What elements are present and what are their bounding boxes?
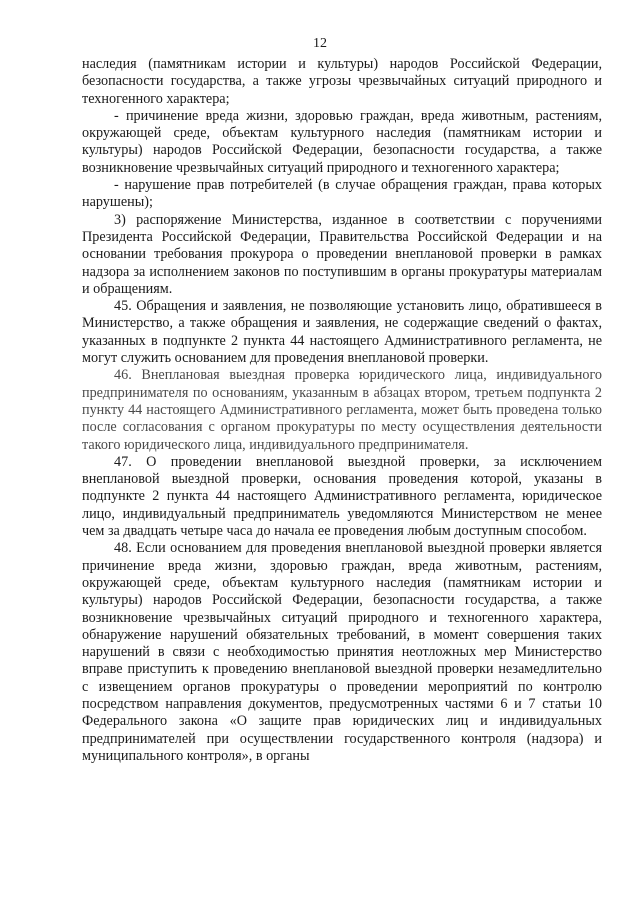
clause-45: 45. Обращения и заявления, не позволяющие установить лицо, обратившееся в Министерство, а также обращения и заявления, не содержащие сведений о фактах, указанных в подпункте 2 пункта 44 настоящего Административного регламента, не могут служить основанием для проведения внеплановой проверки. <box>82 298 602 367</box>
paragraph-continuation: наследия (памятникам истории и культуры) народов Российской Федерации, безопасности государства, а также угрозы чрезвычайных ситуаций природного и техногенного характера; <box>82 56 602 107</box>
clause-46: 46. Внеплановая выездная проверка юридического лица, индивидуального предпринимателя по основаниям, указанным в абзацах втором, третьем подпункта 2 пункту 44 настоящего Административного регламента, может быть проведена только после согласования с органом прокуратуры по месту осуществления деятельности такого юридического лица, индивидуального предпринимателя. <box>82 367 602 453</box>
list-item-harm: - причинение вреда жизни, здоровью граждан, вреда животным, растениям, окружающей среде, объектам культурного наследия (памятникам истории и культуры) народов Российской Федерации, безопасности государства, а также возникновение чрезвычайных ситуаций природного и техногенного характера; <box>82 107 602 176</box>
page-number: 12 <box>313 36 327 51</box>
subclause-3: 3) распоряжение Министерства, изданное в соответствии с поручениями Президента Российской Федерации, Правительства Российской Федерации и на основании требования прокурора о проведении внеплановой проверки в рамках надзора за исполнением законов по поступившим в органы прокуратуры материалам и обращениям. <box>82 211 602 297</box>
clause-47: 47. О проведении внеплановой выездной проверки, за исключением внеплановой выездной проверки, основания проведения которой, указаны в подпункте 2 пункта 44 настоящего Административного регламента, юридическое лицо, индивидуальный предприниматель уведомляются Министерством не менее чем за двадцать четыре часа до начала ее проведения любым доступным способом. <box>82 453 602 540</box>
document-body <box>82 56 602 765</box>
list-item-consumer-rights: - нарушение прав потребителей (в случае обращения граждан, права которых нарушены); <box>82 177 602 211</box>
clause-48: 48. Если основанием для проведения внеплановой выездной проверки является причинение вреда жизни, здоровью граждан, вреда животным, растениям, окружающей среде, объектам культурного наследия (памятникам истории и культуры) народов Российской Федерации, безопасности государства, а также возникновение чрезвычайных ситуаций природного и техногенного характера, обнаружение нарушений обязательных требований, в момент совершения таких нарушений в связи с необходимостью принятия неотложных мер Министерство вправе приступить к проведению внеплановой выездной проверки незамедлительно с извещением органов прокуратуры о проведении мероприятий по контролю посредством направления документов, предусмотренных частями 6 и 7 статьи 10 Федерального закона «О защите прав юридических лиц и индивидуальных предпринимателей при осуществлении государственного контроля (надзора) и муниципального контроля», в органы <box>82 540 602 764</box>
